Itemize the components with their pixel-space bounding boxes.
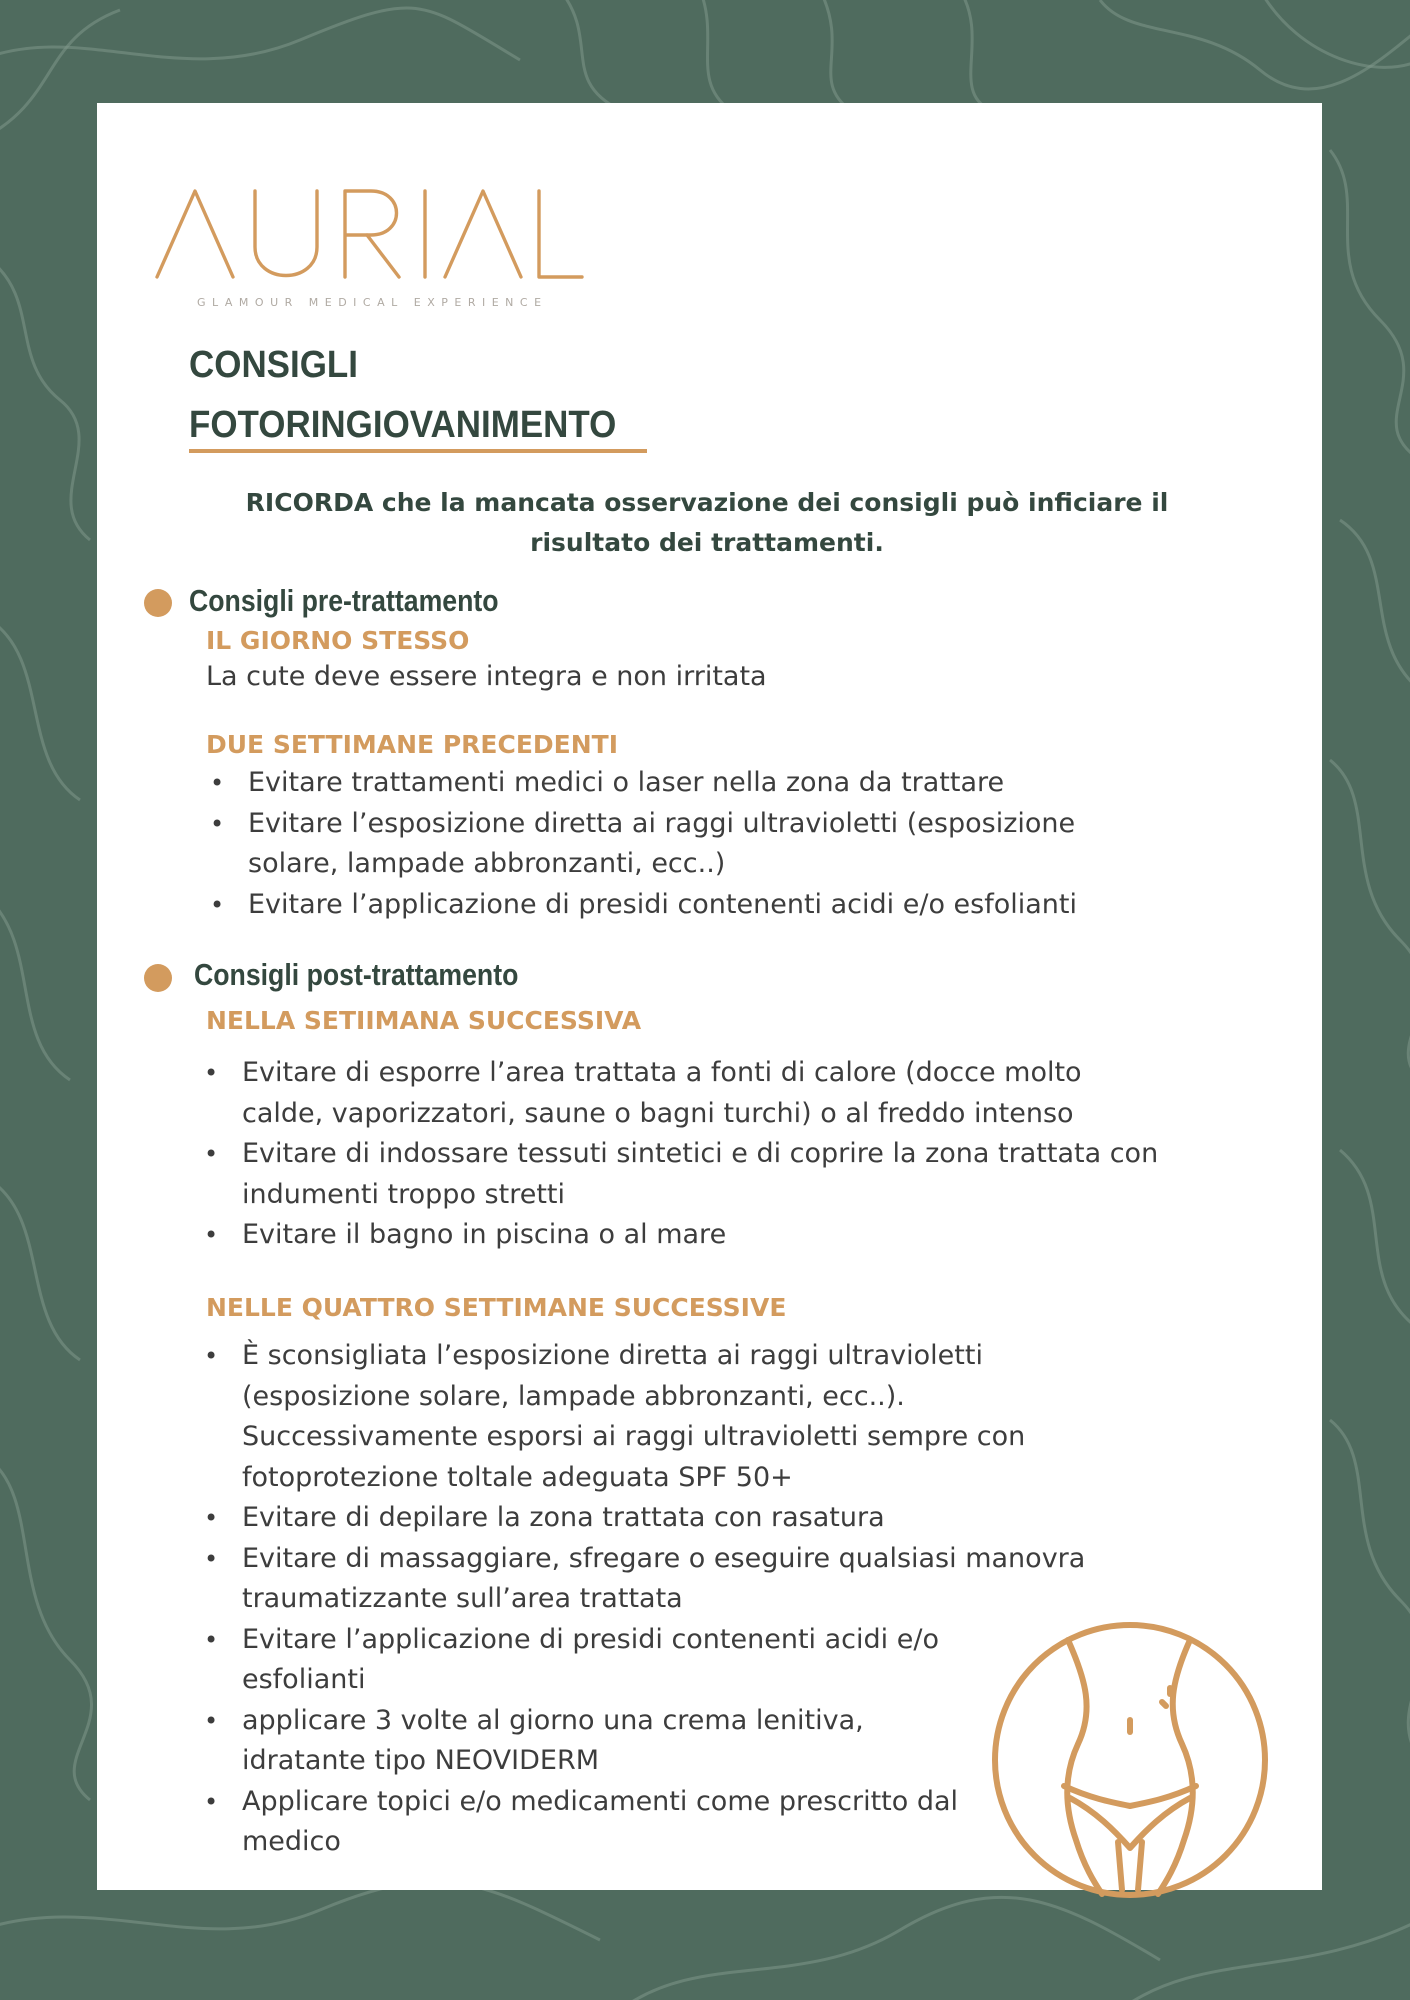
list-item: • Applicare topici e/o medicamenti come prescritto dal medico xyxy=(204,1782,982,1863)
notice-text: RICORDA che la mancata osservazione dei consigli può inficiare il risultato dei trattamenti. xyxy=(245,488,1169,557)
title-underline xyxy=(189,449,647,453)
section-title-pre: Consigli pre-trattamento xyxy=(189,583,499,618)
list-item: • Evitare di indossare tessuti sintetici e di coprire la zona trattata con indumenti troppo stretti xyxy=(204,1134,1172,1215)
page-title-line2: FOTORINGIOVANIMENTO xyxy=(189,404,617,446)
list-item: • Evitare di depilare la zona trattata con rasatura xyxy=(204,1498,1104,1539)
list-item: • Evitare l’applicazione di presidi contenenti acidi e/o esfolianti xyxy=(210,885,1210,926)
section-bullet-dot xyxy=(144,964,172,992)
list-item: • Evitare il bagno in piscina o al mare xyxy=(204,1215,1164,1256)
list-item: • Evitare l’applicazione di presidi contenenti acidi e/o esfolianti xyxy=(204,1620,962,1701)
same-day-text: La cute deve essere integra e non irritata xyxy=(206,661,767,692)
brand-tagline: GLAMOUR MEDICAL EXPERIENCE xyxy=(197,296,548,309)
list-item: • applicare 3 volte al giorno una crema lenitiva, idratante tipo NEOVIDERM xyxy=(204,1701,932,1782)
subheading-week: NELLA SETIIMANA SUCCESSIVA xyxy=(206,1006,642,1035)
advice-card xyxy=(97,103,1322,1890)
section-title-post: Consigli post-trattamento xyxy=(194,957,519,992)
list-item: • Evitare di esporre l’area trattata a fonti di calore (docce molto calde, vaporizzatori, saune o bagni turchi) o al freddo intenso xyxy=(204,1053,1122,1134)
page-title xyxy=(189,335,741,455)
list-week xyxy=(204,1053,1164,1256)
list-two-weeks xyxy=(210,763,1210,925)
subheading-two-weeks: DUE SETTIMANE PRECEDENTI xyxy=(206,730,619,759)
page-title-line1: CONSIGLI xyxy=(189,344,358,386)
body-waist-icon xyxy=(990,1620,1270,1900)
list-four-weeks xyxy=(204,1336,1104,1863)
list-item: • È sconsigliata l’esposizione diretta ai raggi ultravioletti (esposizione solare, lampade abbronzanti, ecc..). Successivamente esporsi ai raggi ultravioletti sempre con fotoprotezione toltale adeguata SPF 50+ xyxy=(204,1336,1102,1498)
subheading-same-day: IL GIORNO STESSO xyxy=(206,626,470,655)
brand-logo xyxy=(157,173,587,333)
section-bullet-dot xyxy=(144,589,172,617)
subheading-four-weeks: NELLE QUATTRO SETTIMANE SUCCESSIVE xyxy=(206,1293,787,1322)
list-item: • Evitare trattamenti medici o laser nella zona da trattare xyxy=(210,763,1210,804)
list-item: • Evitare l’esposizione diretta ai raggi ultravioletti (esposizione solare, lampade abbronzanti, ecc..) xyxy=(210,804,1148,885)
list-item: • Evitare di massaggiare, sfregare o eseguire qualsiasi manovra traumatizzante sull’area trattata xyxy=(204,1539,1132,1620)
